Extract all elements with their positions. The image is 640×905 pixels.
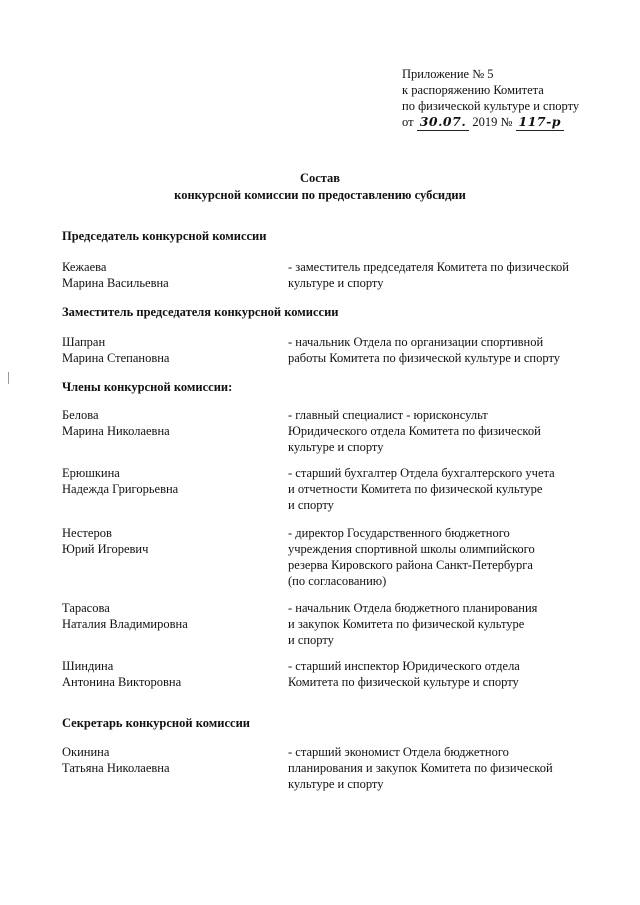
scan-margin-mark xyxy=(8,372,9,384)
member-name xyxy=(62,525,277,557)
member-surname: Кежаева xyxy=(62,260,107,274)
role-line: работы Комитета по физической культуре и спорту xyxy=(288,351,560,365)
role-line: (по согласованию) xyxy=(288,574,387,588)
member-role xyxy=(288,465,598,513)
member-surname: Нестеров xyxy=(62,526,112,540)
year-number-label: 2019 № xyxy=(472,115,513,129)
member-name xyxy=(62,407,277,439)
member-surname: Ерюшкина xyxy=(62,466,120,480)
member-surname: Шиндина xyxy=(62,659,114,673)
role-line: Комитета по физической культуре и спорту xyxy=(288,675,519,689)
member-surname: Тарасова xyxy=(62,601,110,615)
role-line: культуре и спорту xyxy=(288,777,384,791)
member-name xyxy=(62,259,277,291)
from-prefix: от xyxy=(402,115,414,129)
deputy-heading: Заместитель председателя конкурсной комиссии xyxy=(62,305,339,319)
role-line: резерва Кировского района Санкт-Петербурга xyxy=(288,558,533,572)
role-line: - старший экономист Отдела бюджетного xyxy=(288,745,509,759)
role-line: - начальник Отдела бюджетного планирования xyxy=(288,601,538,615)
member-given-name: Татьяна Николаевна xyxy=(62,761,170,775)
title-line-1: Состав xyxy=(299,171,341,185)
member-role xyxy=(288,334,598,366)
member-surname: Шапран xyxy=(62,335,106,349)
chairman-heading: Председатель конкурсной комиссии xyxy=(62,229,267,243)
member-name xyxy=(62,334,277,366)
appendix-committee: по физической культуре и спорту xyxy=(402,99,580,113)
member-given-name: Наталия Владимировна xyxy=(62,617,188,631)
member-name xyxy=(62,658,277,690)
role-line: - старший инспектор Юридического отдела xyxy=(288,659,520,673)
role-line: культуре и спорту xyxy=(288,276,384,290)
role-line: и отчетности Комитета по физической культуре xyxy=(288,482,543,496)
members-heading: Члены конкурсной комиссии: xyxy=(62,380,233,394)
role-line: и спорту xyxy=(288,498,334,512)
member-given-name: Марина Степановна xyxy=(62,351,170,365)
member-role xyxy=(288,407,598,455)
member-name xyxy=(62,744,277,776)
role-line: культуре и спорту xyxy=(288,440,384,454)
handwritten-date: 30.07. xyxy=(417,114,470,131)
role-line: Юридического отдела Комитета по физической xyxy=(288,424,541,438)
member-given-name: Марина Николаевна xyxy=(62,424,170,438)
member-role xyxy=(288,658,598,690)
appendix-number: Приложение № 5 xyxy=(402,67,494,81)
secretary-heading: Секретарь конкурсной комиссии xyxy=(62,716,250,730)
member-given-name: Антонина Викторовна xyxy=(62,675,182,689)
member-name xyxy=(62,465,277,497)
role-line: учреждения спортивной школы олимпийского xyxy=(288,542,535,556)
role-line: планирования и закупок Комитета по физической xyxy=(288,761,553,775)
member-surname: Белова xyxy=(62,408,99,422)
appendix-order-ref: к распоряжению Комитета xyxy=(402,83,544,97)
role-line: и закупок Комитета по физической культуре xyxy=(288,617,525,631)
document-title xyxy=(0,170,640,204)
appendix-date-line xyxy=(402,114,638,131)
title-line-2: конкурсной комиссии по предоставлению субсидии xyxy=(174,188,466,202)
member-given-name: Марина Васильевна xyxy=(62,276,169,290)
role-line: - старший бухгалтер Отдела бухгалтерского учета xyxy=(288,466,555,480)
member-given-name: Юрий Игоревич xyxy=(62,542,149,556)
member-role xyxy=(288,600,598,648)
member-role xyxy=(288,525,598,589)
member-given-name: Надежда Григорьевна xyxy=(62,482,179,496)
role-line: - главный специалист - юрисконсульт xyxy=(288,408,488,422)
member-role xyxy=(288,744,598,792)
member-surname: Окинина xyxy=(62,745,110,759)
appendix-block xyxy=(402,66,638,131)
role-line: и спорту xyxy=(288,633,334,647)
handwritten-number: 117-р xyxy=(516,114,565,131)
member-role xyxy=(288,259,598,291)
role-line: - начальник Отдела по организации спортивной xyxy=(288,335,544,349)
role-line: - директор Государственного бюджетного xyxy=(288,526,510,540)
member-name xyxy=(62,600,277,632)
role-line: - заместитель председателя Комитета по физической xyxy=(288,260,569,274)
